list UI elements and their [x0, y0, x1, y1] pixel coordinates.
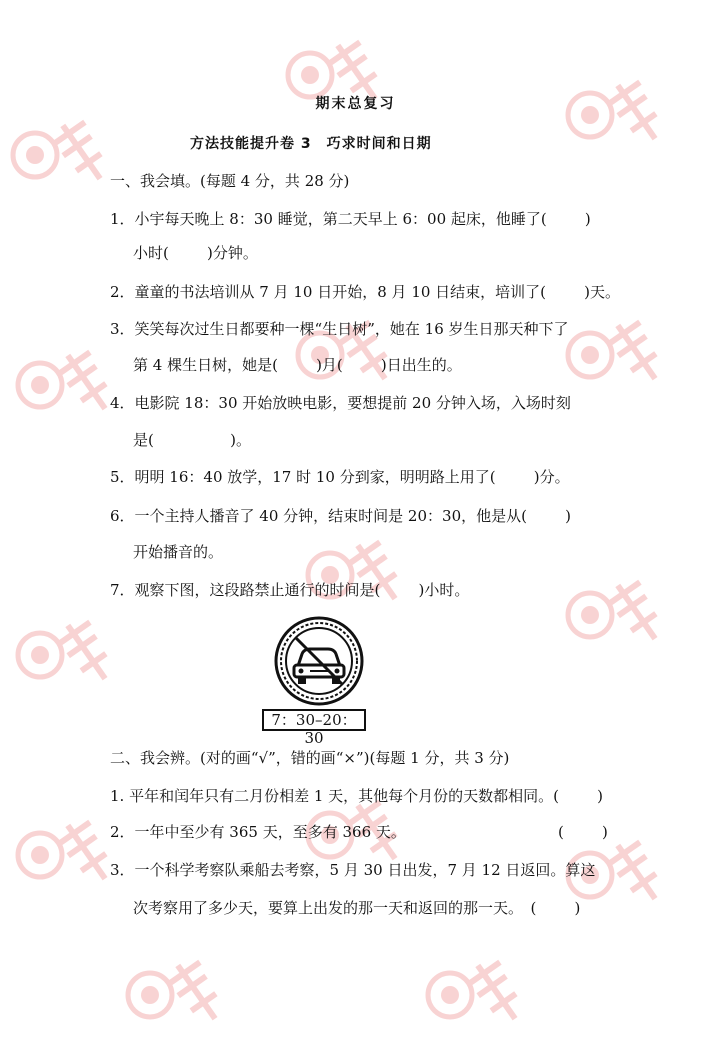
question-4-line2: 是( )。: [133, 431, 251, 449]
question-6-line2: 开始播音的。: [133, 543, 224, 561]
question-2: 2．童童的书法培训从 7 月 10 日开始，8 月 10 日结束，培训了( )天。: [110, 283, 621, 301]
question-4-line1: 4．电影院 18：30 开始放映电影，要想提前 20 分钟入场，入场时刻: [110, 394, 571, 412]
judge-question-1: 1. 平年和闰年只有二月份相差 1 天，其他每个月份的天数都相同。( ): [110, 787, 604, 805]
page-subtitle: 方法技能提升卷 3 巧求时间和日期: [190, 136, 432, 152]
watermark-icon: [560, 300, 660, 400]
watermark-icon: [5, 100, 105, 200]
judge-question-3-line1: 3．一个科学考察队乘船去考察，5 月 30 日出发，7 月 12 日返回。算这: [110, 861, 596, 879]
question-1-line2: 小时( )分钟。: [133, 244, 258, 262]
question-6-line1: 6．一个主持人播音了 40 分钟，结束时间是 20：30，他是从( ): [110, 507, 571, 525]
judge-question-2-answer-paren: ( ): [558, 823, 608, 841]
watermark-icon: [10, 800, 110, 900]
question-7: 7．观察下图，这段路禁止通行的时间是( )小时。: [110, 581, 470, 599]
no-car-traffic-sign-icon: [274, 616, 364, 706]
watermark-icon: [420, 940, 520, 1040]
judge-question-2: 2．一年中至少有 365 天，至多有 366 天。: [110, 823, 406, 841]
watermark-icon: [560, 560, 660, 660]
question-3-line2: 第 4 棵生日树，她是( )月( )日出生的。: [133, 356, 462, 374]
question-3-line1: 3．笑笑每次过生日都要种一棵“生日树”，她在 16 岁生日那天种下了: [110, 320, 569, 338]
section1-heading: 一、我会填。(每题 4 分，共 28 分): [110, 172, 350, 190]
question-5: 5．明明 16：40 放学，17 时 10 分到家，明明路上用了( )分。: [110, 468, 570, 486]
question-1-line1: 1．小宇每天晚上 8：30 睡觉，第二天早上 6：00 起床，他睡了( ): [110, 210, 591, 228]
restriction-time-label: 7：30–20：30: [262, 709, 366, 731]
judge-question-3-line2: 次考察用了多少天，要算上出发的那一天和返回的那一天。 ( ): [133, 899, 581, 917]
watermark-icon: [120, 940, 220, 1040]
watermark-icon: [10, 330, 110, 430]
page-title: 期末总复习: [315, 96, 396, 112]
watermark-icon: [290, 300, 390, 400]
section2-heading: 二、我会辨。(对的画“√”，错的画“×”)(每题 1 分，共 3 分): [110, 749, 510, 767]
watermark-icon: [300, 520, 400, 620]
watermark-icon: [10, 600, 110, 700]
